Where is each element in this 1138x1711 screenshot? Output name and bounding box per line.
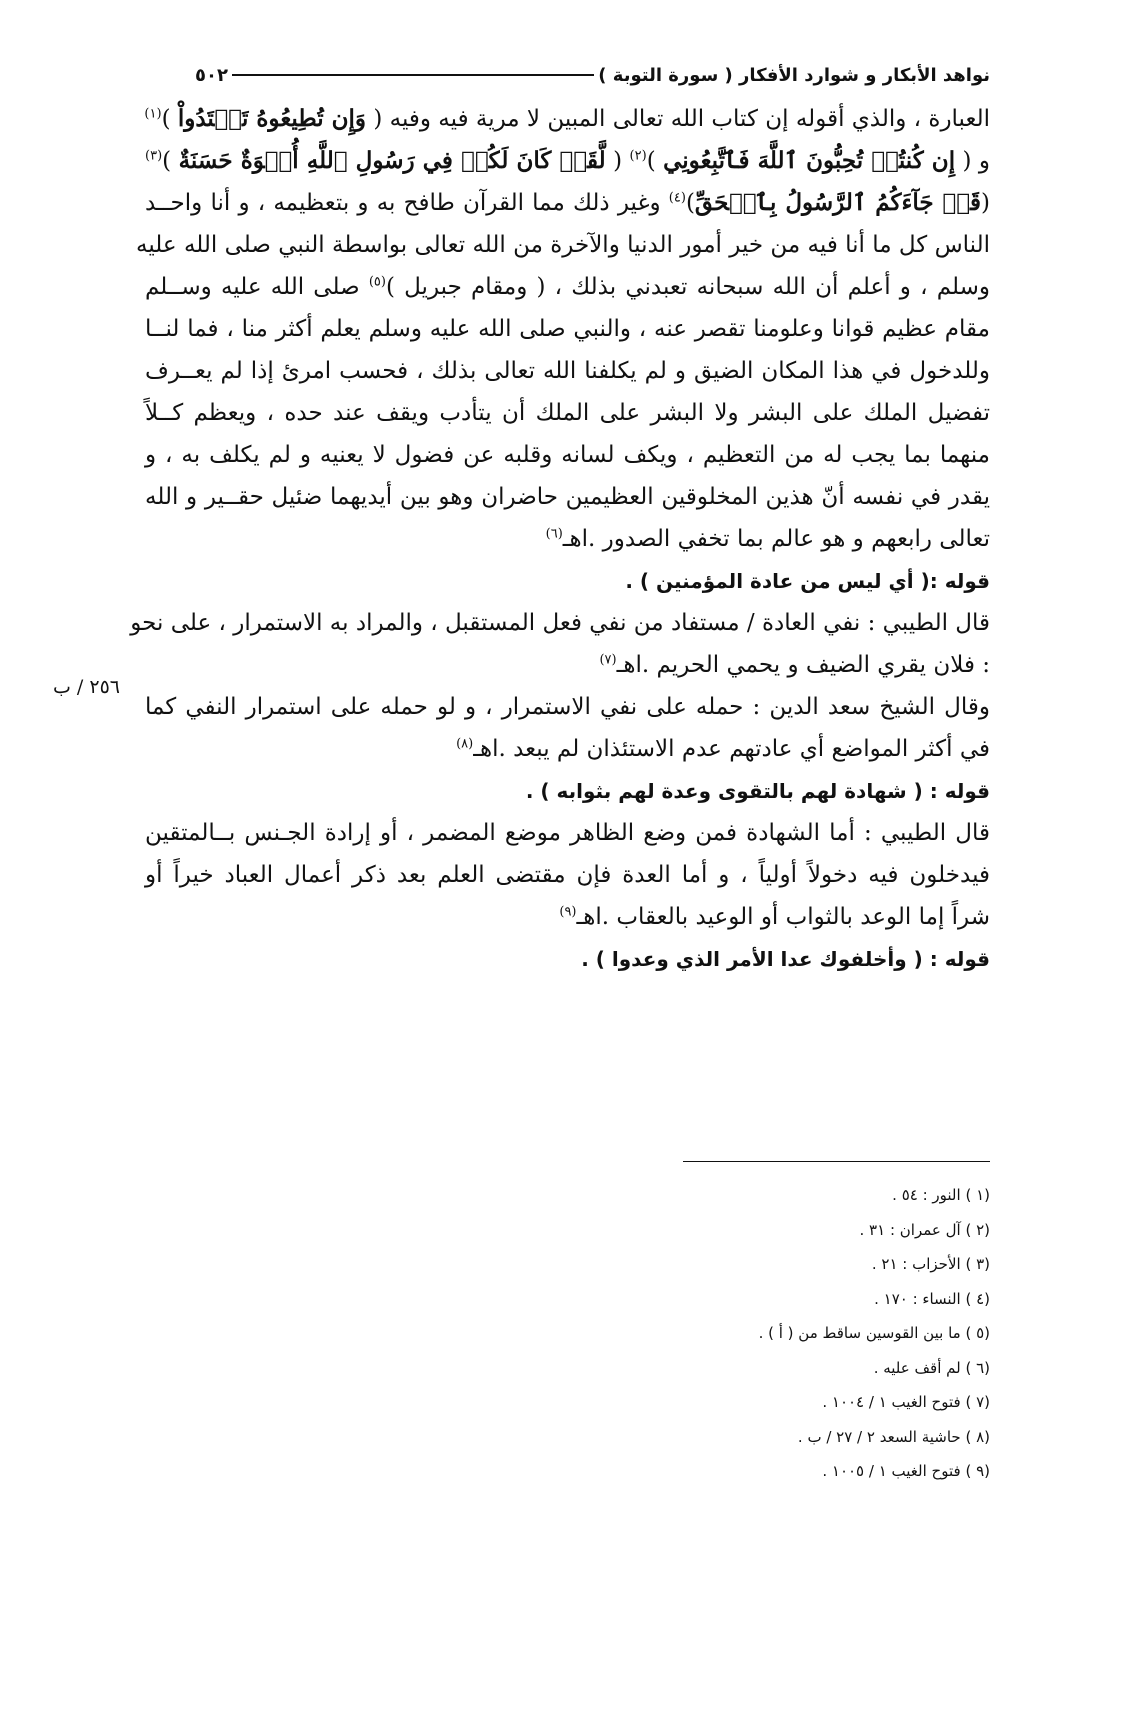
header-title: نواهد الأبكار و شوارد الأفكار ( سورة التوبة ): [598, 64, 990, 86]
footnote-ref: (٥): [368, 274, 386, 290]
header-rule: [232, 74, 594, 76]
text-line: قال الطيبي : نفي العادة / مستفاد من نفي فعل المستقبل ، والمراد به الاستمرار ، على نحو: [130, 610, 990, 636]
footnote-separator: [683, 1161, 990, 1162]
text-line: منهما بما يجب له من التعظيم ، ويكف لسانه وقلبه عن فضول لا يعنيه و لم يكلف به ، و: [145, 442, 990, 468]
footnote-ref: (١): [144, 106, 162, 122]
footnote-ref: (٩): [559, 904, 577, 920]
footnote: (٤ ) النساء : ١٧٠ .: [874, 1289, 990, 1308]
text-line: وللدخول في هذا المكان الضيق و لم يكلفنا الله تعالى بذلك ، فحسب امرئ إذا لم يعــرف: [145, 358, 990, 384]
text-line: فيدخلون فيه دخولاً أولياً ، و أما العدة فإن مقتضى العلم بعد ذكر أعمال العباد خيراً أو: [145, 862, 990, 888]
main-text: [130, 98, 991, 980]
text-line: قال الطيبي : أما الشهادة فمن وضع الظاهر موضع المضمر ، أو إرادة الجـنس بــالمتقين: [145, 820, 990, 846]
quran-verse: وَإِن تُطِيعُوهُ تَهۡتَدُواْ: [177, 105, 367, 132]
section-heading: قوله : ( شهادة لهم بالتقوى وعدة لهم بثوابه ) .: [525, 779, 990, 803]
footnote: (٧ ) فتوح الغيب ١ / ١٠٠٤ .: [822, 1393, 990, 1411]
footnote-ref: (٢): [629, 148, 647, 164]
footnote-ref: (٧): [599, 652, 617, 668]
text-line: في أكثر المواضع أي عادتهم عدم الاستئذان لم يبعد .اهـ$^{(٨)}$: [456, 736, 990, 762]
text-line: وقال الشيخ سعد الدين : حمله على نفي الاستمرار ، و لو حمله على استمرار النفي كما: [145, 694, 990, 720]
section-heading: قوله : ( وأخلفوك عدا الأمر الذي وعدوا ) .: [581, 947, 990, 971]
footnote: (٩ ) فتوح الغيب ١ / ١٠٠٥ .: [822, 1462, 990, 1480]
text-line: مقام عظيم قوانا وعلومنا تقصر عنه ، والنبي صلى الله عليه وسلم يعلم أكثر منا ، فما لنــا: [145, 316, 991, 342]
page-number: ٥٠٢: [195, 64, 228, 86]
text-line: العبارة ، والذي أقوله إن كتاب الله تعالى المبين لا مرية فيه وفيه ( وَإِن تُطِيعُوهُ تَهۡتَدُواْ )$^{(١)}$: [144, 105, 990, 132]
text-line: الناس كل ما أنا فيه من خير أمور الدنيا والآخرة من الله تعالى بواسطة النبي صلى الله عليه: [136, 232, 990, 258]
footnote: (٦ ) لم أقف عليه .: [873, 1358, 990, 1377]
text-line: و ( إِن كُنتُمۡ تُحِبُّونَ ٱللَّهَ فَٱتَّبِعُونِي )$^{(٢)}$ ( لَّقَدۡ كَانَ لَكُمۡ فِي رَسُولِ ٱللَّهِ أُسۡوَةٌ حَسَنَةٌ )$^{(٣)}$: [145, 147, 991, 174]
text-line: يقدر في نفسه أنّ هذين المخلوقين العظيمين حاضران وهو بين أيديهما ضئيل حقــير و الله: [145, 484, 990, 510]
quran-verse: لَّقَدۡ كَانَ لَكُمۡ فِي رَسُولِ ٱللَّهِ أُسۡوَةٌ حَسَنَةٌ: [178, 147, 606, 174]
manuscript-folio-note: ٢٥٦ / ب: [53, 676, 120, 698]
text-line: شراً إما الوعد بالثواب أو الوعيد بالعقاب .اهـ$^{(٩)}$: [559, 904, 990, 930]
text-line: (قَدۡ جَآءَكُمُ ٱلرَّسُولُ بِٱلۡحَقِّ)$^{(٤)}$ وغير ذلك مما القرآن طافح به و بتعظيمه ، و أنا واحــد: [145, 189, 991, 216]
running-header: [195, 62, 990, 88]
footnotes: [560, 1178, 990, 1489]
text-line: تفضيل الملك على البشر ولا البشر على الملك أن يتأدب ويقف عند حده ، ويعظم كــلاً: [145, 400, 990, 426]
text-line: وسلم ، و أعلم أن الله سبحانه تعبدني بذلك ، ( ومقام جبريل )$^{(٥)}$ صلى الله عليه وســلم: [145, 274, 991, 300]
footnote: (١ ) النور : ٥٤ .: [892, 1186, 990, 1204]
quran-verse: قَدۡ جَآءَكُمُ ٱلرَّسُولُ بِٱلۡحَقِّ: [694, 189, 982, 216]
footnote-ref: (٣): [145, 148, 163, 164]
footnote: (٣ ) الأحزاب : ٢١ .: [871, 1255, 990, 1273]
footnote: (٥ ) ما بين القوسين ساقط من ( أ ) .: [758, 1324, 990, 1342]
footnote-ref: (٦): [545, 526, 563, 542]
section-heading: قوله :( أي ليس من عادة المؤمنين ) .: [625, 569, 990, 593]
quran-verse: إِن كُنتُمۡ تُحِبُّونَ ٱللَّهَ فَٱتَّبِعُونِي: [663, 147, 956, 174]
text-line: : فلان يقري الضيف و يحمي الحريم .اهـ$^{(٧)}$: [599, 652, 990, 678]
text-line: تعالى رابعهم و هو عالم بما تخفي الصدور .اهـ$^{(٦)}$: [545, 526, 990, 552]
footnote: (٨ ) حاشية السعد ٢ / ٢٧ / ب .: [797, 1427, 990, 1446]
footnote-ref: (٨): [456, 736, 474, 752]
footnote-ref: (٤): [668, 190, 686, 206]
footnote: (٢ ) آل عمران : ٣١ .: [859, 1220, 990, 1239]
